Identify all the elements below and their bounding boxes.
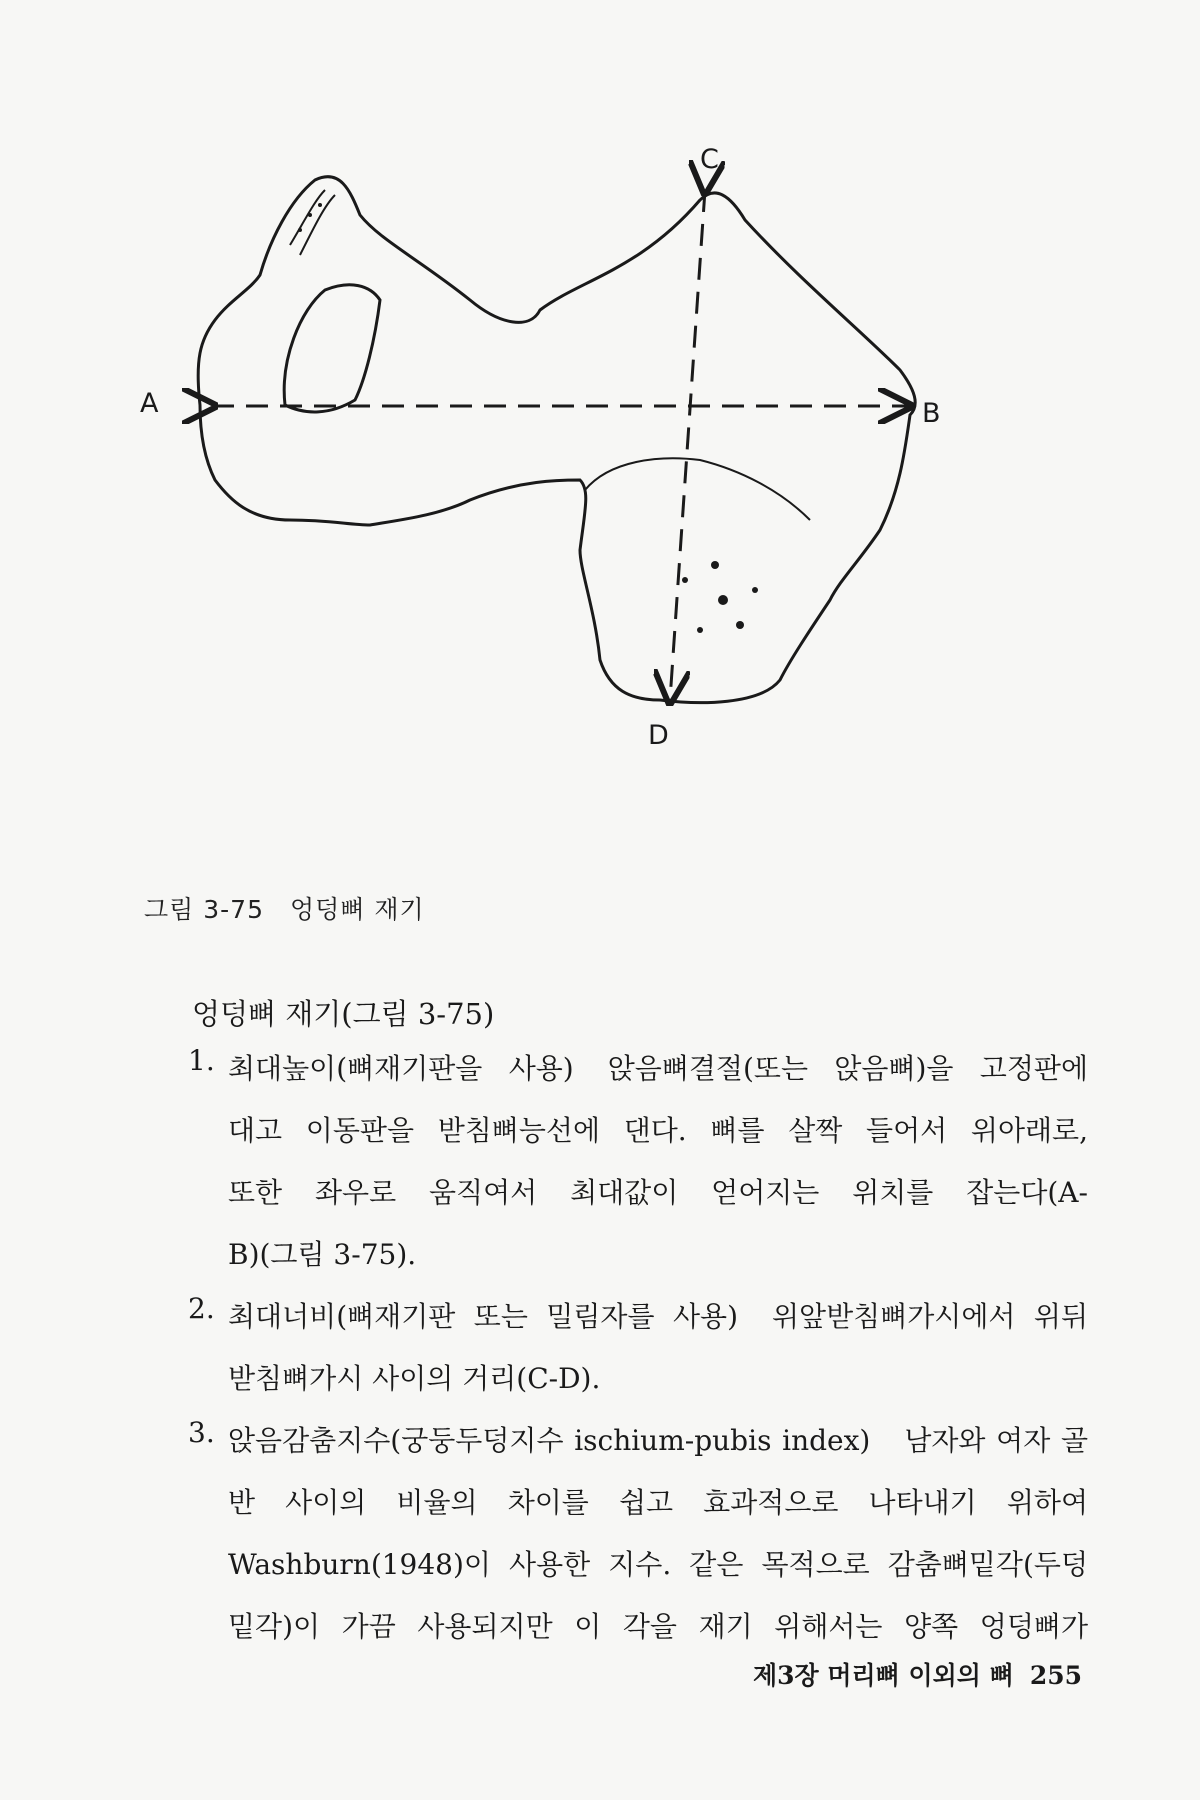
- hip-bone-figure: [140, 144, 1090, 880]
- item-line: 또한 좌우로 움직여서 최대값이 얻어지는 위치를 잡는다(A-: [228, 1176, 1088, 1209]
- item-line: [228, 1044, 1088, 1106]
- item-number: 2.: [188, 1292, 215, 1325]
- item-text: 남자와 여자 골: [904, 1424, 1088, 1457]
- hip-bone-drawing: [140, 160, 1090, 880]
- item-line: B)(그림 3-75).: [228, 1238, 417, 1271]
- item-line: [228, 1416, 1088, 1478]
- figure-title: 엉덩뼈 재기: [290, 895, 425, 924]
- item-term: 최대높이(뼈재기판을 사용): [228, 1052, 574, 1085]
- bone-outline: [198, 177, 915, 703]
- axis-cd: [670, 190, 705, 700]
- item-line: 밑각)이 가끔 사용되지만 이 각을 재기 위해서는 양쪽 엉덩뼈가: [228, 1610, 1088, 1643]
- item-line: 대고 이동판을 받침뼈능선에 댄다. 뼈를 살짝 들어서 위아래로,: [228, 1114, 1088, 1147]
- chapter-title: 제3장 머리뼈 이외의 뼈: [752, 1661, 1014, 1690]
- bone-opening: [284, 285, 380, 412]
- item-text: 위앞받침뼈가시에서 위뒤: [772, 1300, 1088, 1333]
- item-line: 반 사이의 비율의 차이를 쉽고 효과적으로 나타내기 위하여: [228, 1486, 1088, 1519]
- item-line: [228, 1292, 1088, 1354]
- bone-texture: [298, 203, 758, 633]
- measurement-list: [188, 1044, 1088, 1664]
- point-c-label: C: [700, 144, 719, 175]
- item-term: 앉음감춤지수(궁둥두덩지수 ischium-pubis index): [228, 1424, 871, 1457]
- item-term: 최대너비(뼈재기판 또는 밀림자를 사용): [228, 1300, 738, 1333]
- point-a-label: A: [140, 388, 159, 419]
- point-d-label: D: [648, 720, 669, 751]
- section-title: 엉덩뼈 재기(그림 3-75): [192, 997, 495, 1031]
- point-b-label: B: [922, 398, 941, 429]
- item-line: Washburn(1948)이 사용한 지수. 같은 목적으로 감춤뼈밑각(두덩: [228, 1548, 1088, 1581]
- item-text: 앉음뼈결절(또는 앉음뼈)을 고정판에: [607, 1052, 1089, 1085]
- bone-ridge: [585, 458, 810, 520]
- page-number: 255: [1029, 1661, 1082, 1690]
- item-number: 1.: [188, 1044, 215, 1077]
- list-item: [188, 1044, 1088, 1292]
- figure-number: 그림 3-75: [144, 895, 264, 924]
- item-number: 3.: [188, 1416, 215, 1449]
- list-item: [188, 1292, 1088, 1416]
- list-item: [188, 1416, 1088, 1664]
- figure-caption: [144, 890, 425, 926]
- page-footer: [753, 1656, 1082, 1692]
- item-line: 받침뼈가시 사이의 거리(C-D).: [228, 1362, 601, 1395]
